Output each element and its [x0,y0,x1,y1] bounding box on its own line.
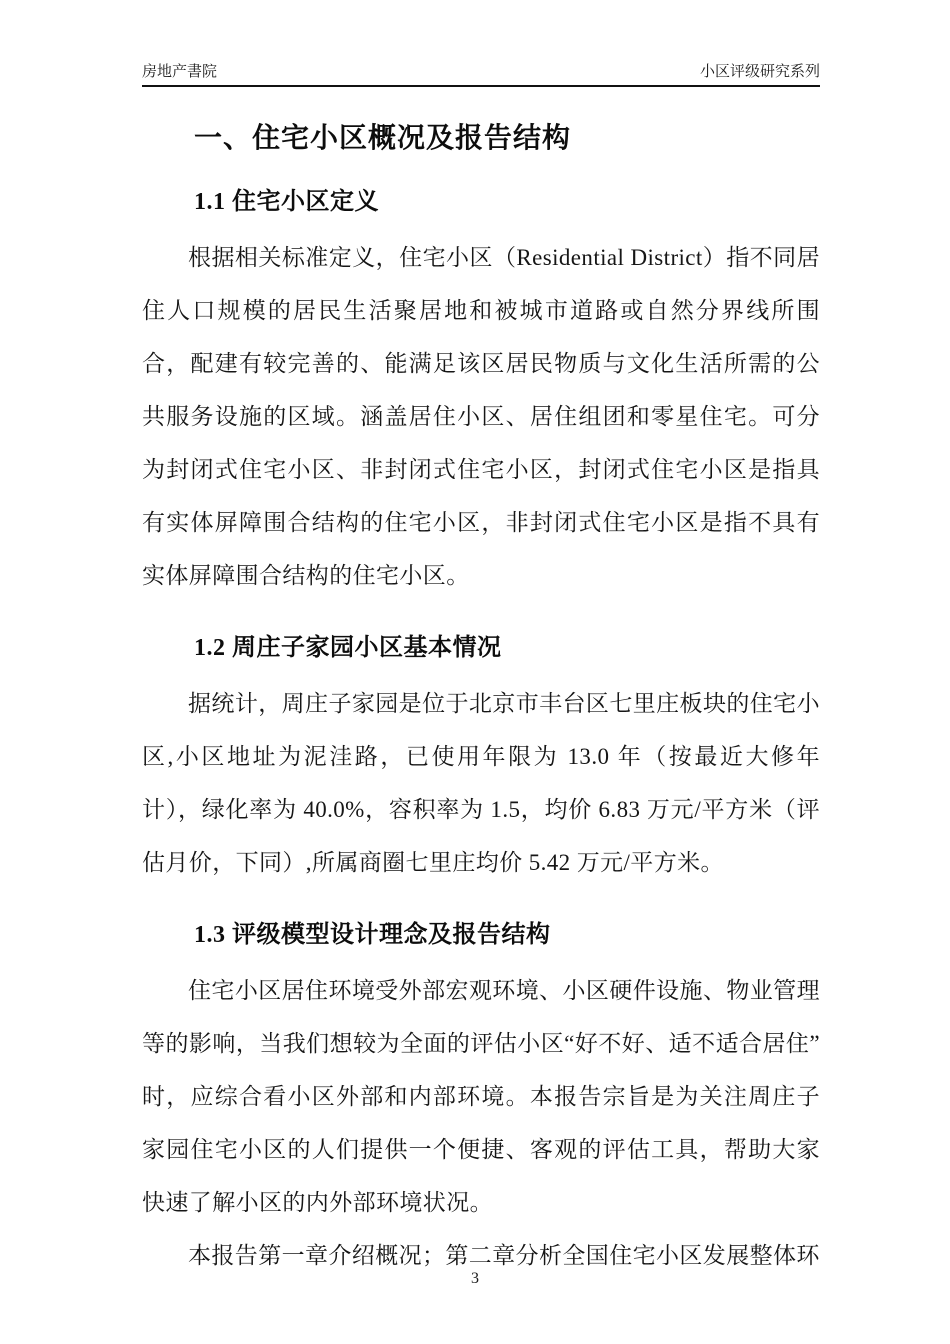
section-1-1-heading: 1.1 住宅小区定义 [194,189,379,215]
chapter-title: 一、住宅小区概况及报告结构 [194,123,572,154]
header-right-text: 小区评级研究系列 [699,63,820,80]
section-1-2-paragraph: 据统计，周庄子家园是位于北京市丰台区七里庄板块的住宅小区,小区地址为泥洼路，已使用年限为 13.0 年（按最近大修年计），绿化率为 40.0%，容积率为 1.5，均价 6.83 万元/平方米（评估月价，下同）,所属商圈七里庄均价 5.42 万元/平方米。 [142,691,820,875]
section-1-3-paragraph-2: 本报告第一章介绍概况；第二章分析全国住宅小区发展整体环 [188,1243,820,1268]
section-1-1-paragraph: 根据相关标准定义，住宅小区（Residential District）指不同居住人口规模的居民生活聚居地和被城市道路或自然分界线所围合，配建有较完善的、能满足该区居民物质与文化生活所需的公共服务设施的区域。涵盖居住小区、居住组团和零星住宅。可分为封闭式住宅小区、非封闭式住宅小区，封闭式住宅小区是指具有实体屏障围合结构的住宅小区，非封闭式住宅小区是指不具有实体屏障围合结构的住宅小区。 [142,245,820,588]
section-model-design [142,920,820,1282]
section-basic-info [142,633,820,889]
section-1-3-paragraph-1: 住宅小区居住环境受外部宏观环境、小区硬件设施、物业管理等的影响，当我们想较为全面的评估小区“好不好、适不适合居住”时，应综合看小区外部和内部环境。本报告宗旨是为关注周庄子家园住宅小区的人们提供一个便捷、客观的评估工具，帮助大家快速了解小区的内外部环境状况。 [142,978,820,1215]
document-body [142,91,820,1282]
page-header [142,0,820,87]
page-number: 3 [471,1270,479,1287]
header-left-text: 房地产書院 [142,63,218,80]
section-definition [142,187,820,602]
section-1-2-heading: 1.2 周庄子家园小区基本情况 [194,635,502,661]
section-1-3-heading: 1.3 评级模型设计理念及报告结构 [194,922,551,948]
page-footer [0,1270,950,1288]
